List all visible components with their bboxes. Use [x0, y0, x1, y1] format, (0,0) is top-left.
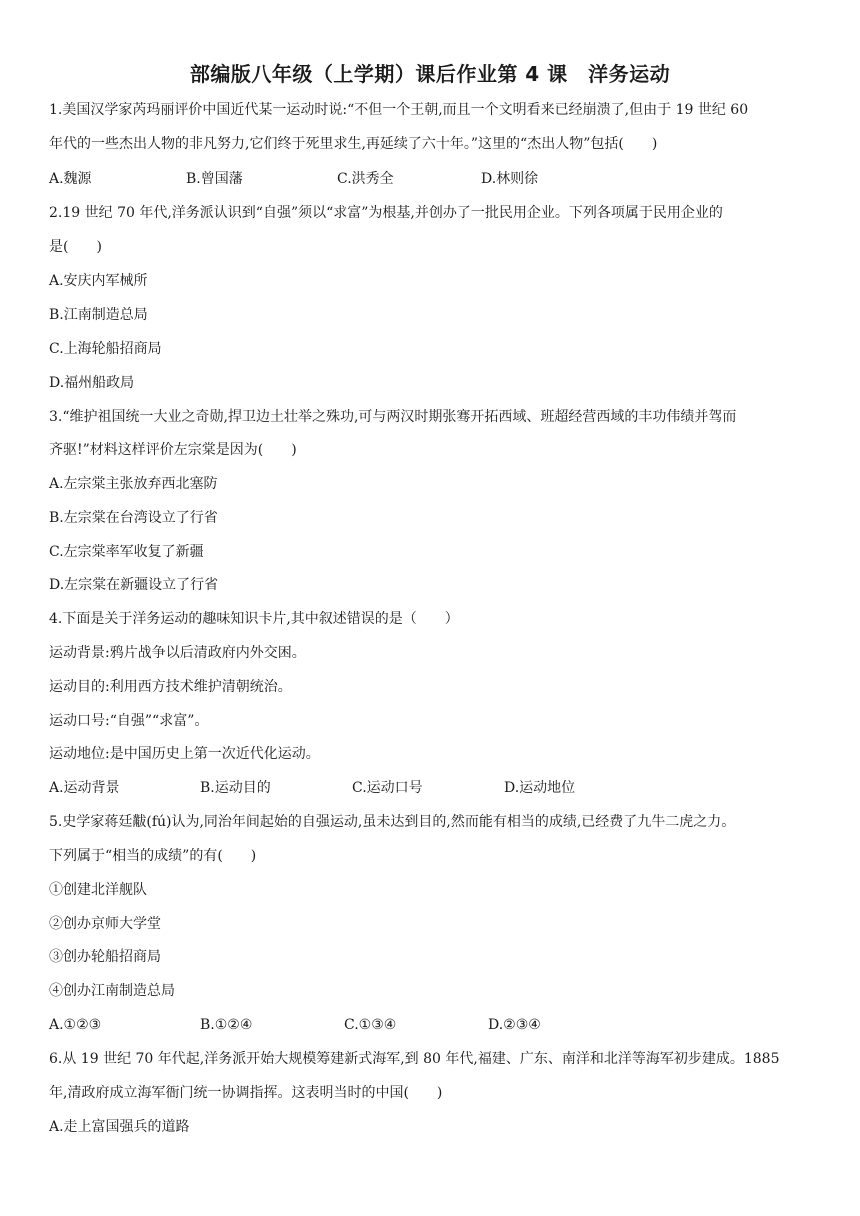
- question-2-option-c: C.上海轮船招商局: [49, 341, 162, 357]
- question-2-stem-line-1: 2.19 世纪 70 年代,洋务派认识到“自强”须以“求富”为根基,并创办了一批民用企业。下列各项属于民用企业的: [49, 205, 723, 221]
- option-a: A.运动背景: [49, 780, 120, 796]
- question-3-stem-line-1: 3.“维护祖国统一大业之奇勋,捍卫边土壮举之殊功,可与两汉时期张骞开拓西域、班超经营西域的丰功伟绩并驾而: [49, 409, 737, 425]
- option-b: B.曾国藩: [186, 171, 243, 187]
- question-4-card-line-1: 运动背景:鸦片战争以后清政府内外交困。: [49, 645, 306, 661]
- option-c: C.①③④: [344, 1017, 397, 1033]
- option-b: B.运动目的: [200, 780, 271, 796]
- question-4-card-line-2: 运动目的:利用西方技术维护清朝统治。: [49, 679, 292, 695]
- question-6-stem-line-1: 6.从 19 世纪 70 年代起,洋务派开始大规模筹建新式海军,到 80 年代,福建、广东、南洋和北洋等海军初步建成。1885: [49, 1051, 780, 1067]
- question-5-stem-line-1: 5.史学家蒋廷黻(fú)认为,同治年间起始的自强运动,虽未达到目的,然而能有相当的成绩,已经费了九牛二虎之力。: [49, 814, 736, 830]
- question-5-item-1: ①创建北洋舰队: [49, 882, 147, 898]
- question-2-option-a: A.安庆内军械所: [49, 273, 148, 289]
- option-a: A.魏源: [49, 171, 92, 187]
- question-1-stem-line-1: 1.美国汉学家芮玛丽评价中国近代某一运动时说:“不但一个王朝,而且一个文明看来已经崩溃了,但由于 19 世纪 60: [49, 102, 749, 118]
- question-6-stem-line-2: 年,清政府成立海军衙门统一协调指挥。这表明当时的中国( ): [49, 1085, 443, 1101]
- option-d: D.林则徐: [481, 171, 539, 187]
- option-d: D.运动地位: [504, 780, 576, 796]
- question-3-option-a: A.左宗棠主张放弃西北塞防: [49, 476, 218, 492]
- question-5-item-3: ③创办轮船招商局: [49, 949, 161, 965]
- question-5-item-2: ②创办京师大学堂: [49, 916, 161, 932]
- option-c: C.运动口号: [352, 780, 423, 796]
- question-4-card-line-4: 运动地位:是中国历史上第一次近代化运动。: [49, 746, 320, 762]
- question-2-stem-line-2: 是( ): [49, 239, 102, 255]
- question-4-card-line-3: 运动口号:“自强”“求富”。: [49, 713, 209, 729]
- question-3-stem-line-2: 齐驱!”材料这样评价左宗棠是因为( ): [49, 442, 297, 458]
- question-2-option-b: B.江南制造总局: [49, 307, 148, 323]
- question-3-option-d: D.左宗棠在新疆设立了行省: [49, 577, 219, 593]
- question-3-option-b: B.左宗棠在台湾设立了行省: [49, 510, 218, 526]
- question-3-option-c: C.左宗棠率军收复了新疆: [49, 544, 204, 560]
- option-a: A.①②③: [49, 1017, 102, 1033]
- question-4-stem: 4.下面是关于洋务运动的趣味知识卡片,其中叙述错误的是（ ）: [49, 611, 459, 627]
- question-5-item-4: ④创办江南制造总局: [49, 983, 175, 999]
- option-c: C.洪秀全: [337, 171, 394, 187]
- option-d: D.②③④: [488, 1017, 541, 1033]
- question-5-stem-line-2: 下列属于“相当的成绩”的有( ): [49, 848, 257, 864]
- question-6-option-a: A.走上富国强兵的道路: [49, 1119, 190, 1135]
- question-2-option-d: D.福州船政局: [49, 375, 135, 391]
- question-1-stem-line-2: 年代的一些杰出人物的非凡努力,它们终于死里求生,再延续了六十年。”这里的“杰出人物”包括( ): [49, 136, 658, 152]
- page-title: 部编版八年级（上学期）课后作业第 4 课 洋务运动: [189, 62, 671, 86]
- option-b: B.①②④: [200, 1017, 253, 1033]
